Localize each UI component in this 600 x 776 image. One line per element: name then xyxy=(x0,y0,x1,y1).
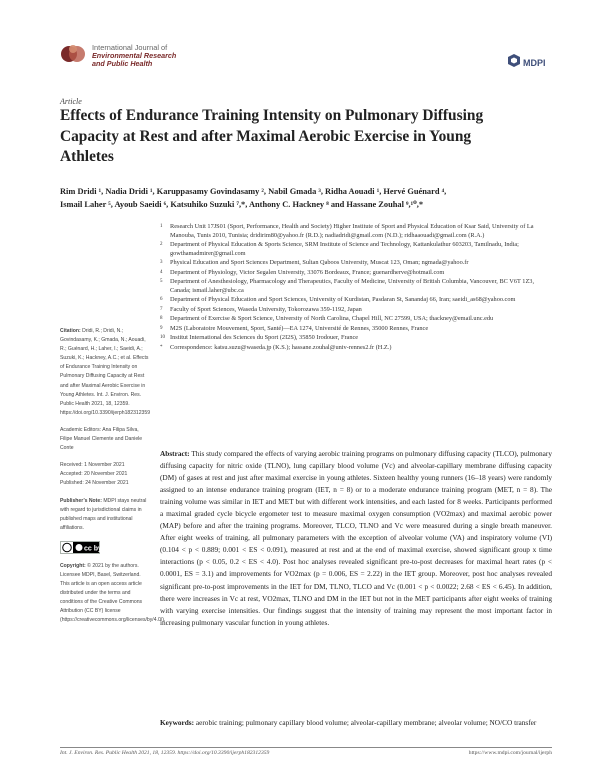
published-date: Published: 24 November 2021 xyxy=(60,480,129,487)
mdpi-logo-icon xyxy=(506,54,552,74)
academic-editor-label: Academic Editors: xyxy=(60,426,102,433)
journal-logo-icon xyxy=(60,43,86,65)
affiliation-item xyxy=(160,278,552,295)
affiliation-text: Physical Education and Sport Sciences Department, Sultan Qaboos University, Muscat 123, Oman; ngmada@yahoo.fr xyxy=(170,259,469,266)
affiliation-text: Department of Anesthesiology, Pharmacology and Therapeutics, Faculty of Medicine, University of British Columbia, Vancouver, BC V6T 1Z3, Canada; ismail.laher@ubc.ca xyxy=(170,278,535,294)
journal-name xyxy=(92,44,332,69)
affiliation-text: Institut International des Sciences du Sport (2I2S), 35850 Irodouer, France xyxy=(170,334,359,341)
affiliation-number: 9 xyxy=(160,325,163,331)
affiliation-text: Department of Physiology, Victor Segalen University, 33076 Bordeaux, France; guenardherve@hotmail.com xyxy=(170,268,445,276)
affiliation-text: Correspondence: katsu.suzu@waseda.jp (K.S.); hassane.zouhal@univ-rennes2.fr (H.Z.) xyxy=(170,343,392,351)
citation-text: Dridi, R.; Dridi, N.; Govindasamy, K.; Gmada, N.; Aouadi, R.; Guénard, H.; Laher, I.; Saeidi, A.; Suzuki, K.; Hackney, A.C.; et al. Effects of Endurance Training Intensity on Pulmonary Diffusing Capacity at Rest and after Maximal Aerobic Exercise in Young Athletes. Int. J. Environ. Res. Public Health 2021, 18, 12359. https://doi.org/10.3390/ijerph182312359 xyxy=(60,328,151,416)
article-info-sidebar xyxy=(60,327,166,634)
copyright-block xyxy=(60,562,166,626)
dates-block xyxy=(60,461,150,488)
affiliation-number: 6 xyxy=(160,297,163,302)
author-list-line1: Rim Dridi ¹, Nadia Dridi ¹, Karuppasamy Govindasamy ², Nabil Gmada ³, Ridha Aouadi ¹, Hervé Guénard ⁴, xyxy=(60,187,447,196)
abstract xyxy=(160,448,552,629)
abstract-text: This study compared the effects of varying aerobic training programs on pulmonary diffusing capacity (TLCO), pulmonary diffusing capacity for nitric oxide (TLNO), lung capillary blood volume (Vc) and alveolar-capillary membrane diffusing capacity (DM) of gases at rest and just after maximal exercise in young athletes. Sixteen healthy young runners (16–18 years) were randomly assigned to an intense endurance training program (IET, n = 8) or to a moderate endurance training program (MET, n = 8). The training volume was similar in IET and MET but with different work intensities, and each lasted for 8 weeks. Participants performed a maximal graded cycle bicycle ergometer test to measure maximal oxygen consumption (VO2max) and maximal aerobic power (MAP) before and after the training programs. Moreover, TLCO, TLNO and Vc were measured during a single breath maneuver. After eight weeks of training, all pulmonary parameters with the exception of alveolar volume (VA) and inspiratory volume (VI) (0.104 < p < 0.889; 0.001 < ES < 0.091), measured at rest and at the end of maximal exercise, showed significant group x time interactions (p < 0.05, 0.2 < ES < 4.0). Post hoc analyses revealed significant pre-to-post decreases for maximal heart rates (p < 0.0001, ES = 3.1) and improvements for VO2max (p = 0.006, ES = 2.22) in the IET group. Moreover, post hoc analyses revealed significant pre-to-post improvements in the IET for DM, TLNO, TLCO and Vc (0.001 < p < 0.0022; 2.68 < ES < 6.45). In addition, there were increases in Vc at rest, VO2max, TLNO and DM in the IET but not in the MET participants after eight weeks of training with varying exercise intensities. Our findings suggest that the intensity of training may represent the most important factor in increasing pulmonary vascular function in young athletes. xyxy=(160,449,552,627)
affiliation-number: 7 xyxy=(160,306,163,312)
affiliation-item xyxy=(160,223,552,240)
affiliation-list xyxy=(160,223,552,353)
affiliation-text: Faculty of Sport Sciences, Waseda University, Tokorozawa 359-1192, Japan xyxy=(170,305,362,313)
academic-editor-block xyxy=(60,426,150,453)
affiliation-text: Department of Physical Education & Sports Science, SRM Institute of Science and Technology, Kattankulathur 603203, Tamilnadu, India; gowthamadmirer@gmail.com xyxy=(170,241,519,257)
affiliation-number: 5 xyxy=(160,279,163,284)
journal-name-line2: Environmental Research xyxy=(92,51,177,61)
affiliation-item xyxy=(160,259,552,268)
keywords-label: Keywords: xyxy=(160,718,195,727)
affiliation-item xyxy=(160,334,552,343)
citation-block xyxy=(60,327,150,418)
keywords xyxy=(160,717,552,729)
journal-name-line3: and Public Health xyxy=(92,59,153,69)
publisher-note-label: Publisher’s Note: xyxy=(60,497,102,504)
affiliation-number: 1 xyxy=(160,224,163,229)
cc-badge-text: cc by xyxy=(84,545,102,553)
affiliation-number: 8 xyxy=(160,316,163,321)
affiliation-item xyxy=(160,325,552,334)
affiliation-number: 3 xyxy=(160,260,163,265)
footer-journal-link[interactable]: https://www.mdpi.com/journal/ijerph xyxy=(468,750,552,756)
cc-by-license-icon[interactable] xyxy=(60,541,100,554)
copyright-label: Copyright: xyxy=(60,562,86,569)
academic-editor-text: Ana Filipa Silva, Filipe Manuel Clemente and Daniele Conte xyxy=(60,426,143,452)
publisher-note-block xyxy=(60,497,150,533)
affiliation-item xyxy=(160,306,552,315)
affiliation-number: 2 xyxy=(160,242,163,247)
affiliation-number: 10 xyxy=(160,335,165,340)
affiliation-item xyxy=(160,241,552,258)
affiliation-text: Department of Exercise & Sport Science, University of North Carolina, Chapel Hill, NC 27599, USA; thackney@email.unc.edu xyxy=(170,315,494,322)
abstract-label: Abstract: xyxy=(160,449,190,458)
affiliation-item xyxy=(160,315,552,324)
affiliation-item xyxy=(160,344,552,353)
affiliation-text: Research Unit 17JS01 (Sport, Performance, Health and Society) Higher Institute of Sport and Physical Education of Ksar Said, University of La Manouba, Tunis 2010, Tunisia; dridirim80@yahoo.fr (R.D.); nadiadridi@gmail.com (N.D.); ridhaaouadi@gmail.com (R.A.) xyxy=(170,223,534,239)
author-list-line2: Ismail Laher ⁵, Ayoub Saeidi ⁶, Katsuhiko Suzuki ⁷,*, Anthony C. Hackney ⁸ and Hassane Zouhal ⁹,¹⁰,* xyxy=(60,200,424,209)
affiliation-item xyxy=(160,269,552,278)
author-list xyxy=(60,185,560,211)
publisher-note-text: MDPI stays neutral with regard to jurisdictional claims in published maps and institutional affiliations. xyxy=(60,497,147,531)
affiliation-text: M2S (Laboratoire Mouvement, Sport, Santé)—EA 1274, Université de Rennes, 35000 Rennes, France xyxy=(170,324,429,332)
footer-divider xyxy=(60,747,552,748)
keywords-text: aerobic training; pulmonary capillary blood volume; alveolar-capillary membrane; alveolar volume; NO/CO transfer xyxy=(195,718,537,727)
article-type: Article xyxy=(60,97,82,106)
footer-citation: Int. J. Environ. Res. Public Health 2021, 18, 12359. https://doi.org/10.3390/ijerph182312359 xyxy=(60,750,270,756)
affiliation-item xyxy=(160,296,552,305)
accepted-date: Accepted: 20 November 2021 xyxy=(60,471,128,478)
affiliation-number: 4 xyxy=(160,269,163,275)
copyright-text: © 2021 by the authors. Licensee MDPI, Basel, Switzerland. This article is an open access article distributed under the terms and conditions of the Creative Commons Attribution (CC BY) license (https://creativecommons.org/licenses/by/4.0/). xyxy=(60,562,166,624)
journal-name-line1: International Journal of xyxy=(92,43,168,52)
received-date: Received: 1 November 2021 xyxy=(60,462,125,469)
affiliation-number: * xyxy=(160,344,163,350)
mdpi-logo-text: MDPI xyxy=(523,58,546,68)
article-title: Effects of Endurance Training Intensity on Pulmonary Diffusing Capacity at Rest and after Maximal Aerobic Exercise in Young Athletes xyxy=(60,107,484,165)
affiliation-text: Department of Physical Education and Sport Sciences, University of Kurdistan, Pasdaran St, Sanandaj 66, Iran; saeidi_as68@yahoo.com xyxy=(170,296,516,303)
citation-label: Citation: xyxy=(60,328,81,334)
